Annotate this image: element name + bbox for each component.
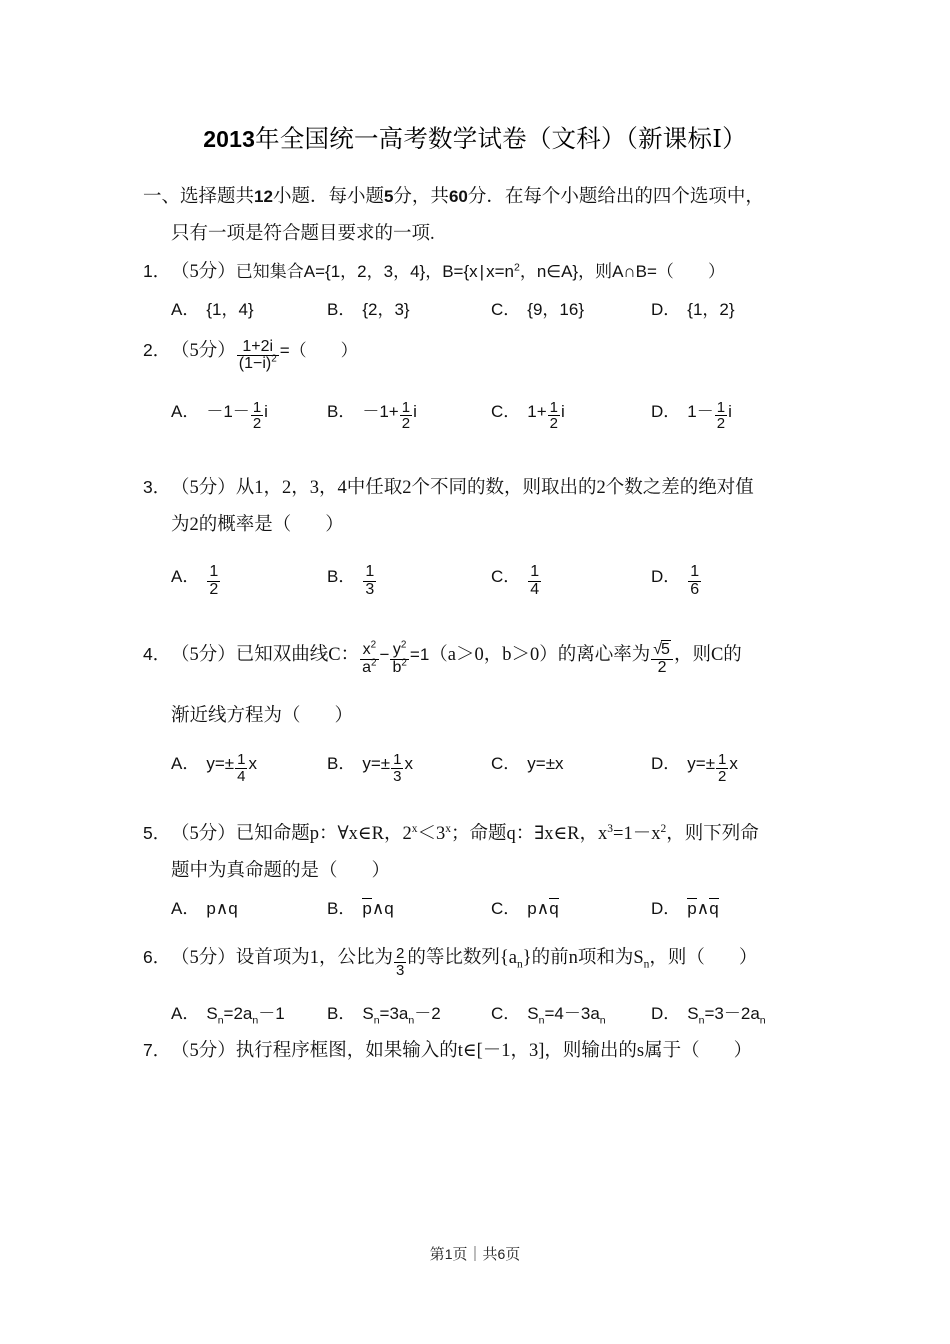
question-4-score: （5分） (171, 644, 236, 665)
question-1-text: 已知集合A={1，2，3，4}，B={x | $x=n^2$，n∈A}，则A∩B=（ ） (235, 261, 725, 281)
section-count-questions: 12 (254, 187, 273, 206)
question-2-options (143, 393, 833, 449)
option-2-c[interactable]: C． 1+ $\frac{1}{2}$ i (491, 398, 565, 433)
question-3 (143, 469, 833, 614)
option-6-b[interactable]: B． $S_n=3a_n-2$ (327, 1004, 441, 1027)
question-6 (143, 939, 833, 1032)
page-footer (0, 1243, 950, 1264)
question-2-equals: =（ (279, 341, 307, 360)
option-3-c[interactable]: C． $\frac{1}{4}$ (491, 563, 540, 598)
option-4-a[interactable]: A． y=± $\frac{1}{4}$ x (171, 751, 257, 785)
question-1-number: 1． (143, 261, 171, 281)
section-line-2: 只有一项是符合题目要求的一项. (171, 224, 435, 244)
question-4-stem-line-2: 渐近线方程为（ ） (171, 706, 354, 727)
question-5 (143, 815, 833, 927)
question-3-options (143, 558, 833, 614)
question-4-stem-line-1: 4．（5分）已知双曲线C： $\frac{x^2}{a^2}$ − $\frac{y^2}{b^2}$ =1（a＞0，b＞0）的离心率为 $\frac{√5}{2}$ ，则C的 (143, 636, 833, 675)
option-6-c[interactable]: C． $S_n=4-3a_n$ (491, 1004, 606, 1027)
question-3-stem-line-2: 为2的概率是（ ） (171, 514, 344, 535)
negation-bar-icon: p (362, 899, 372, 919)
option-1-d[interactable]: D． {1，2} (651, 300, 735, 319)
question-5-stem-line-2: 题中为真命题的是（ ） (171, 861, 391, 882)
question-5-options (143, 890, 833, 927)
question-2-stem: 2．（5分） $\frac{1+2i}{(1-i)^2}$ =（ ） (143, 332, 833, 371)
question-1 (143, 253, 833, 328)
question-6-number: 6． (143, 947, 171, 968)
question-6-score: （5分） (171, 948, 236, 969)
hyperbola-x-term: $\frac{x^2}{a^2}$ (362, 640, 377, 676)
option-6-d[interactable]: D． $S_n=3-2a_n$ (651, 1004, 766, 1027)
question-1-stem (143, 253, 833, 291)
question-5-stem-line-1: 5．（5分）已知命题p：∀x∈R，$2^x<3^x$；命题q：∃x∈R，$x^3=1-x^2$，则下列命 (143, 815, 833, 853)
option-1-b[interactable]: B． {2，3} (327, 300, 410, 319)
section-line-1 (143, 178, 833, 216)
question-2-fraction: $\frac{1+2i}{(1-i)^2}$ (238, 337, 277, 373)
eccentricity-fraction: $\frac{√5}{2}$ (651, 642, 673, 676)
question-7-stem: 7．（5分）执行程序框图，如果输入的t∈[－1，3]，则输出的s属于（ ） (143, 1032, 833, 1070)
section-points-total: 60 (448, 187, 468, 206)
question-7-score: （5分） (171, 1041, 236, 1062)
question-2 (143, 332, 833, 449)
option-2-d[interactable]: D． 1－ $\frac{1}{2}$ i (651, 398, 732, 433)
section-instructions (143, 178, 833, 253)
option-5-b[interactable]: B． p∧q (327, 899, 394, 919)
footer-total-pages: 6 (497, 1246, 506, 1262)
question-7-number: 7． (143, 1040, 171, 1061)
section-text-c: 分，共 (393, 187, 449, 207)
question-6-stem: 6．（5分）设首项为1，公比为 $\frac{2}{3}$ 的等比数列$\{a_n\}$的前n项和为$S_n$，则（ ） (143, 939, 833, 977)
question-6-options (143, 995, 833, 1032)
question-4-number: 4． (143, 643, 171, 664)
question-4-options (143, 745, 833, 801)
common-ratio-fraction: $\frac{2}{3}$ (396, 945, 405, 979)
question-1-options (143, 291, 833, 328)
question-3-score: （5分） (171, 477, 236, 498)
option-3-a[interactable]: A． $\frac{1}{2}$ (171, 563, 219, 598)
question-1-score: （5分） (171, 262, 236, 282)
section-points-each: 5 (383, 187, 394, 206)
negation-bar-icon: q (549, 899, 559, 919)
question-3-stem-line-1: 3．（5分）从1，2，3，4中任取2个不同的数，则取出的2个数之差的绝对值 (143, 469, 833, 507)
option-5-d[interactable]: D． p∧q (651, 899, 719, 919)
question-3-number: 3． (143, 476, 171, 497)
question-2-score: （5分） (171, 341, 236, 361)
option-3-b[interactable]: B． $\frac{1}{3}$ (327, 563, 375, 598)
negation-bar-icon: q (709, 899, 719, 919)
page-title (0, 120, 950, 155)
footer-middle: 页｜共 (452, 1247, 498, 1263)
section-text-b: 小题．每小题 (272, 187, 384, 207)
option-2-a[interactable]: A． －1－ $\frac{1}{2}$ i (171, 398, 268, 433)
document-body (143, 178, 833, 1070)
section-text-d: 分．在每个小题给出的四个选项中， (467, 187, 764, 207)
section-text-a: 一、选择题共 (143, 187, 255, 207)
option-3-d[interactable]: D． $\frac{1}{6}$ (651, 563, 700, 598)
footer-suffix: 页 (505, 1247, 521, 1263)
option-1-a[interactable]: A． {1，4} (171, 300, 254, 319)
question-5-score: （5分） (171, 824, 236, 845)
option-6-a[interactable]: A． $S_n=2a_n-1$ (171, 1004, 285, 1027)
question-7 (143, 1032, 833, 1070)
option-4-b[interactable]: B． y=± $\frac{1}{3}$ x (327, 751, 413, 785)
title-year: 2013 (203, 126, 256, 152)
footer-page-number: 1 (444, 1246, 453, 1262)
hyperbola-y-term: $\frac{y^2}{b^2}$ (392, 640, 407, 676)
option-5-a[interactable]: A． p∧q (171, 899, 238, 919)
option-5-c[interactable]: C． p∧q (491, 899, 559, 919)
option-4-d[interactable]: D． y=± $\frac{1}{2}$ x (651, 751, 738, 785)
sqrt-icon: √5 (653, 641, 670, 659)
negation-bar-icon: p (687, 899, 697, 919)
footer-prefix: 第 (429, 1247, 445, 1263)
question-5-number: 5． (143, 823, 171, 844)
option-4-c[interactable]: C． y=±x (491, 754, 564, 774)
question-4 (143, 636, 833, 802)
question-2-number: 2． (143, 340, 171, 360)
title-text: 年全国统一高考数学试卷（文科）（新课标Ⅰ） (255, 126, 747, 153)
option-1-c[interactable]: C． {9，16} (491, 300, 585, 319)
option-2-b[interactable]: B． －1+ $\frac{1}{2}$ i (327, 398, 417, 433)
